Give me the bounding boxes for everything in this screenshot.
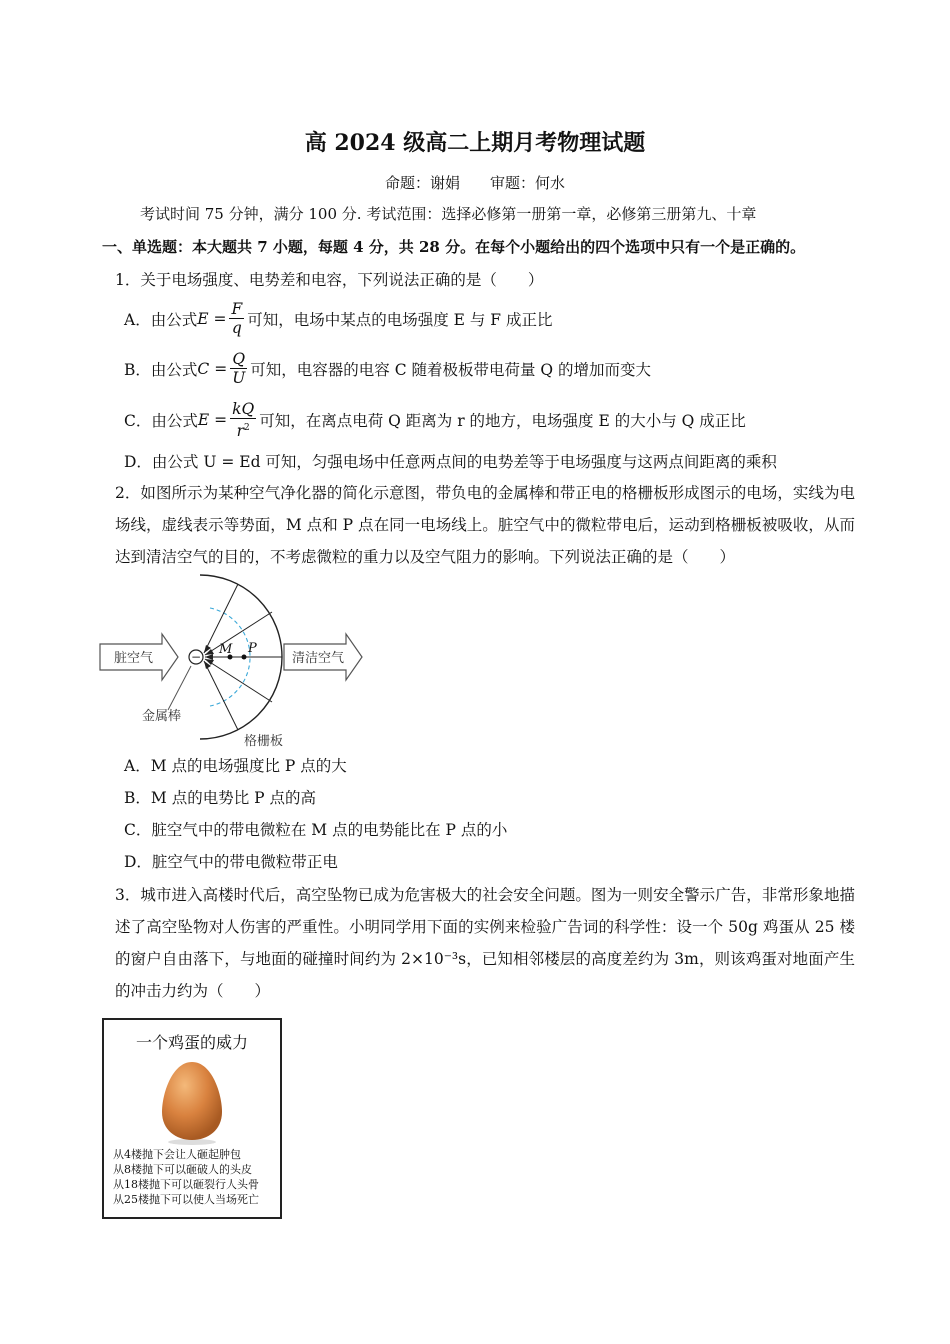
clean-air-label: 清洁空气	[292, 651, 345, 666]
point-m-label: M	[219, 642, 233, 657]
minus-sign: −	[191, 650, 202, 664]
metal-rod-label: 金属棒	[142, 709, 182, 724]
authors-line	[0, 172, 950, 193]
point-p	[242, 655, 247, 660]
egg-icon	[158, 1060, 226, 1146]
point-p-label: P	[248, 641, 257, 656]
q1-option-c	[124, 400, 746, 440]
page-title: 高 2024 级高二上期月考物理试题	[304, 130, 646, 156]
q1-b-fraction: $\frac{Q}{U}$	[232, 350, 246, 387]
setter: 命题：谢娟	[384, 174, 460, 192]
poster-title: 一个鸡蛋的威力	[135, 1033, 248, 1052]
q2-option-d: D．脏空气中的带电微粒带正电	[124, 853, 338, 871]
q1-stem: 1．关于电场强度、电势差和电容，下列说法正确的是（ ）	[115, 271, 544, 289]
q1-a-text: 可知，电场中某点的电场强度 E 与 F 成正比	[247, 310, 553, 329]
q1-option-b	[124, 350, 651, 387]
q1-a-lhs: E =	[197, 309, 227, 328]
poster-line: 从4楼抛下会让人砸起肿包	[113, 1148, 241, 1161]
poster-lines	[113, 1147, 259, 1207]
q1-b-lhs: C =	[197, 359, 228, 378]
poster-line: 从25楼抛下可以使人当场死亡	[113, 1193, 259, 1206]
q1-b-prefix: B．由公式	[124, 360, 198, 379]
q1-c-prefix: C．由公式	[124, 412, 198, 431]
egg-poster	[102, 1018, 282, 1219]
dirty-air-label: 脏空气	[114, 651, 154, 666]
poster-line: 从8楼抛下可以砸破人的头皮	[113, 1163, 252, 1176]
q1-c-fraction: $\frac{kQ}{r^2}$	[232, 400, 255, 441]
reviewer: 审题：何水	[490, 174, 566, 192]
section-heading: 一、单选题：本大题共 7 小题，每题 4 分，共 28 分。在每个小题给出的四个选项中只有一个是正确的。	[102, 238, 806, 256]
q2-option-a: A．M 点的电场强度比 P 点的大	[124, 757, 347, 775]
q1-option-d: D．由公式 U = Ed 可知，匀强电场中任意两点间的电势差等于电场强度与这两点间距离的乘积	[124, 453, 777, 471]
q1-option-a	[124, 300, 552, 337]
q3-stem: 3．城市进入高楼时代后，高空坠物已成为危害极大的社会安全问题。图为一则安全警示广告，非常形象地描述了高空坠物对人伤害的严重性。小明同学用下面的实例来检验广告词的科学性：设一个 50g 鸡蛋从 25 楼的窗户自由落下，与地面的碰撞时间约为 2×10⁻³s，已知相邻楼层的高度差约为 3m，则该鸡蛋对地面产生的冲击力约为（ ）	[115, 886, 855, 1000]
q1-c-text: 可知，在离点电荷 Q 距离为 r 的地方，电场强度 E 的大小与 Q 成正比	[259, 412, 746, 431]
q2-option-c: C．脏空气中的带电微粒在 M 点的电势能比在 P 点的小	[124, 821, 508, 839]
q1-a-prefix: A．由公式	[124, 310, 198, 329]
q2-option-b: B．M 点的电势比 P 点的高	[124, 789, 316, 807]
poster-line: 从18楼抛下可以砸裂行人头骨	[113, 1178, 259, 1191]
q1-c-lhs: E =	[197, 411, 228, 430]
q2-stem: 2．如图所示为某种空气净化器的简化示意图，带负电的金属棒和带正电的格栅板形成图示的电场，实线为电场线，虚线表示等势面，M 点和 P 点在同一电场线上。脏空气中的微粒带电后，运动到格栅板被吸收，从而达到清洁空气的目的，不考虑微粒的重力以及空气阻力的影响。下列说法正确的是（ ）	[115, 484, 855, 566]
air-purifier-diagram	[98, 570, 368, 750]
q1-a-fraction: $\frac{F}{q}$	[231, 300, 243, 337]
exam-info: 考试时间 75 分钟，满分 100 分. 考试范围：选择必修第一册第一章，必修第三册第九、十章	[140, 205, 757, 223]
grid-plate-label: 格栅板	[244, 734, 284, 749]
q1-b-text: 可知，电容器的电容 C 随着极板带电荷量 Q 的增加而变大	[250, 360, 652, 379]
